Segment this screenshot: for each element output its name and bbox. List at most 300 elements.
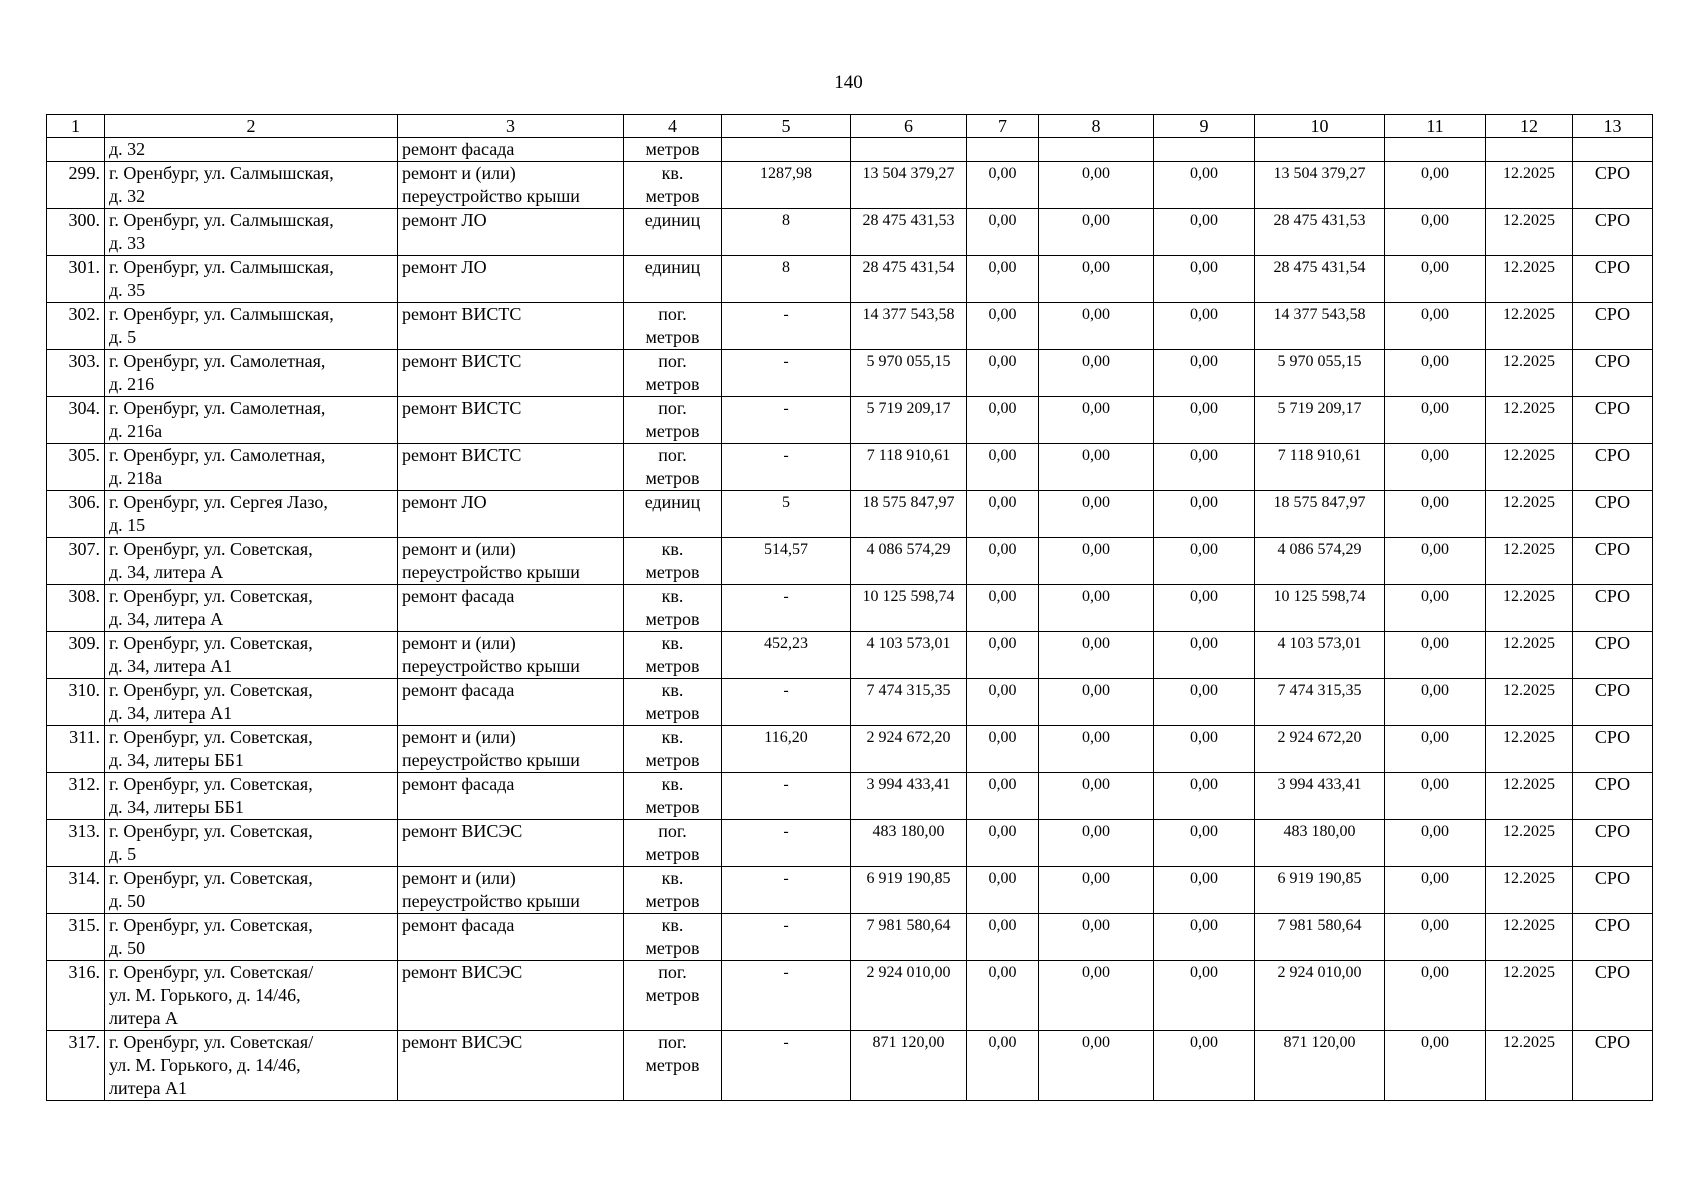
cell-col-11 (1385, 138, 1486, 162)
cell-col-7: 0,00 (967, 961, 1039, 1031)
cell-unit-line: метров (645, 186, 700, 206)
cell-work-type (398, 726, 624, 773)
cell-quantity: 514,57 (722, 538, 851, 585)
cell-address (105, 961, 398, 1031)
cell-deadline: 12.2025 (1486, 162, 1573, 209)
column-header-4: 4 (624, 115, 722, 138)
column-header-1: 1 (47, 115, 105, 138)
cell-unit-line: пог. (658, 962, 687, 982)
cell-col-7: 0,00 (967, 256, 1039, 303)
cell-address-line: д. 33 (109, 233, 146, 253)
cell-executor: СРО (1573, 632, 1653, 679)
table-row (47, 256, 1653, 303)
cell-total-cost: 483 180,00 (851, 820, 967, 867)
cell-deadline: 12.2025 (1486, 1031, 1573, 1101)
cell-row-number: 302. (47, 303, 105, 350)
cell-address (105, 632, 398, 679)
cell-unit-line: кв. (661, 539, 684, 559)
cell-col-11: 0,00 (1385, 820, 1486, 867)
cell-total-cost: 5 970 055,15 (851, 350, 967, 397)
cell-col-11: 0,00 (1385, 585, 1486, 632)
cell-col-10: 13 504 379,27 (1255, 162, 1385, 209)
cell-address-line: д. 50 (109, 938, 146, 958)
cell-executor: СРО (1573, 538, 1653, 585)
cell-address-line: г. Оренбург, ул. Самолетная, (109, 398, 326, 418)
cell-quantity: - (722, 350, 851, 397)
cell-address-line: д. 216а (109, 421, 163, 441)
cell-work-type (398, 1031, 624, 1101)
cell-address-line: г. Оренбург, ул. Салмышская, (109, 304, 334, 324)
cell-row-number: 317. (47, 1031, 105, 1101)
cell-col-7: 0,00 (967, 773, 1039, 820)
cell-address-line: д. 34, литеры ББ1 (109, 797, 244, 817)
cell-executor: СРО (1573, 1031, 1653, 1101)
table-row (47, 303, 1653, 350)
cell-unit-line: кв. (661, 586, 684, 606)
cell-address (105, 491, 398, 538)
cell-col-13 (1573, 138, 1653, 162)
cell-unit-line: метров (645, 1055, 700, 1075)
cell-deadline: 12.2025 (1486, 491, 1573, 538)
column-header-13: 13 (1573, 115, 1653, 138)
cell-address-line: д. 216 (109, 374, 155, 394)
cell-work-type (398, 350, 624, 397)
cell-unit-line: единиц (644, 257, 701, 277)
cell-unit (624, 491, 722, 538)
cell-executor: СРО (1573, 867, 1653, 914)
cell-col-8: 0,00 (1039, 303, 1154, 350)
cell-work-type (398, 303, 624, 350)
cell-total-cost: 3 994 433,41 (851, 773, 967, 820)
cell-work-type-line: переустройство крыши (402, 656, 580, 676)
cell-address (105, 726, 398, 773)
cell-col-7: 0,00 (967, 867, 1039, 914)
cell-col-10: 5 719 209,17 (1255, 397, 1385, 444)
table-row (47, 585, 1653, 632)
cell-address-line: д. 35 (109, 280, 146, 300)
cell-work-type-line: ремонт ЛО (402, 257, 487, 277)
cell-col-8: 0,00 (1039, 256, 1154, 303)
column-header-9: 9 (1154, 115, 1255, 138)
cell-col-11: 0,00 (1385, 726, 1486, 773)
cell-address-line: г. Оренбург, ул. Самолетная, (109, 445, 326, 465)
cell-total-cost: 7 981 580,64 (851, 914, 967, 961)
cell-work-type (398, 914, 624, 961)
cell-col-10: 6 919 190,85 (1255, 867, 1385, 914)
cell-address-line: г. Оренбург, ул. Салмышская, (109, 257, 334, 277)
cell-work-type-line: ремонт ВИСЭС (402, 821, 523, 841)
table-row (47, 773, 1653, 820)
cell-row-number: 309. (47, 632, 105, 679)
cell-row-number: 308. (47, 585, 105, 632)
cell-col-8: 0,00 (1039, 679, 1154, 726)
cell-total-cost: 14 377 543,58 (851, 303, 967, 350)
cell-unit (624, 773, 722, 820)
cell-unit (624, 209, 722, 256)
cell-unit-line: кв. (661, 774, 684, 794)
cell-work-type-line: ремонт и (или) (402, 727, 516, 747)
cell-total-cost: 6 919 190,85 (851, 867, 967, 914)
cell-work-type-line: ремонт фасада (402, 915, 515, 935)
cell-unit-line: единиц (644, 210, 701, 230)
cell-work-type (398, 491, 624, 538)
cell-col-6 (851, 138, 967, 162)
cell-quantity: 1287,98 (722, 162, 851, 209)
cell-work-type-line: ремонт фасада (402, 680, 515, 700)
table-row (47, 867, 1653, 914)
cell-unit (624, 538, 722, 585)
cell-unit-line: пог. (658, 304, 687, 324)
cell-address (105, 397, 398, 444)
table-row (47, 726, 1653, 773)
cell-col-7: 0,00 (967, 585, 1039, 632)
repair-program-table (46, 114, 1653, 1101)
cell-address-line: д. 34, литера А (109, 609, 224, 629)
cell-total-cost: 871 120,00 (851, 1031, 967, 1101)
cell-address-line: д. 5 (109, 327, 137, 347)
cell-quantity: - (722, 961, 851, 1031)
cell-address-line: д. 218а (109, 468, 163, 488)
cell-unit (624, 397, 722, 444)
cell-col-10: 2 924 672,20 (1255, 726, 1385, 773)
cell-total-cost: 2 924 672,20 (851, 726, 967, 773)
cell-col-10: 871 120,00 (1255, 1031, 1385, 1101)
cell-deadline: 12.2025 (1486, 961, 1573, 1031)
cell-col-10: 2 924 010,00 (1255, 961, 1385, 1031)
cell-col-8: 0,00 (1039, 914, 1154, 961)
cell-work-type-line: ремонт фасада (402, 586, 515, 606)
cell-address-line: литера А1 (109, 1078, 187, 1098)
cell-total-cost: 4 086 574,29 (851, 538, 967, 585)
cell-work-type (398, 444, 624, 491)
table-row (47, 632, 1653, 679)
cell-executor: СРО (1573, 303, 1653, 350)
cell-work-type-line: ремонт ВИСТС (402, 445, 522, 465)
cell-deadline: 12.2025 (1486, 867, 1573, 914)
cell-unit (624, 256, 722, 303)
cell-work-type-line: ремонт и (или) (402, 539, 516, 559)
cell-total-cost: 28 475 431,54 (851, 256, 967, 303)
table-row (47, 209, 1653, 256)
cell-row-number: 310. (47, 679, 105, 726)
cell-quantity: 116,20 (722, 726, 851, 773)
cell-deadline: 12.2025 (1486, 585, 1573, 632)
cell-col-9: 0,00 (1154, 867, 1255, 914)
cell-col-9 (1154, 138, 1255, 162)
cell-address: д. 32 (105, 138, 398, 162)
cell-row-number: 305. (47, 444, 105, 491)
cell-address-line: д. 15 (109, 515, 146, 535)
cell-quantity: 452,23 (722, 632, 851, 679)
cell-address (105, 914, 398, 961)
cell-deadline: 12.2025 (1486, 632, 1573, 679)
cell-quantity: - (722, 867, 851, 914)
cell-col-7: 0,00 (967, 1031, 1039, 1101)
cell-row-number: 301. (47, 256, 105, 303)
cell-row-number: 303. (47, 350, 105, 397)
cell-col-7: 0,00 (967, 726, 1039, 773)
table-row (47, 679, 1653, 726)
cell-col-7 (967, 138, 1039, 162)
cell-col-8: 0,00 (1039, 397, 1154, 444)
cell-address (105, 256, 398, 303)
cell-row-number: 316. (47, 961, 105, 1031)
page-number: 140 (834, 72, 863, 93)
cell-address-line: г. Оренбург, ул. Советская, (109, 539, 313, 559)
cell-work-type (398, 867, 624, 914)
cell-deadline: 12.2025 (1486, 350, 1573, 397)
cell-deadline: 12.2025 (1486, 538, 1573, 585)
cell-col-8: 0,00 (1039, 867, 1154, 914)
cell-col-11: 0,00 (1385, 679, 1486, 726)
column-header-7: 7 (967, 115, 1039, 138)
cell-unit: метров (624, 138, 722, 162)
cell-quantity: - (722, 585, 851, 632)
cell-total-cost: 18 575 847,97 (851, 491, 967, 538)
cell-unit (624, 679, 722, 726)
cell-col-11: 0,00 (1385, 256, 1486, 303)
cell-address-line: г. Оренбург, ул. Советская, (109, 868, 313, 888)
cell-unit-line: метров (645, 703, 700, 723)
cell-row-number: 315. (47, 914, 105, 961)
cell-col-7: 0,00 (967, 820, 1039, 867)
cell-unit-line: метров (645, 797, 700, 817)
cell-work-type-line: ремонт ЛО (402, 492, 487, 512)
cell-deadline: 12.2025 (1486, 914, 1573, 961)
cell-col-8: 0,00 (1039, 726, 1154, 773)
cell-col-9: 0,00 (1154, 444, 1255, 491)
cell-work-type-line: переустройство крыши (402, 750, 580, 770)
cell-row-number: 306. (47, 491, 105, 538)
cell-unit-line: метров (645, 750, 700, 770)
cell-address-line: ул. М. Горького, д. 14/46, (109, 1055, 301, 1075)
cell-unit-line: метров (645, 374, 700, 394)
cell-address-line: г. Оренбург, ул. Советская, (109, 680, 313, 700)
cell-unit-line: метров (645, 891, 700, 911)
cell-col-10: 7 474 315,35 (1255, 679, 1385, 726)
cell-col-8: 0,00 (1039, 632, 1154, 679)
table-row (47, 491, 1653, 538)
cell-work-type (398, 397, 624, 444)
cell-row-number: 300. (47, 209, 105, 256)
cell-col-7: 0,00 (967, 444, 1039, 491)
cell-address-line: д. 34, литера А (109, 562, 224, 582)
cell-col-9: 0,00 (1154, 820, 1255, 867)
cell-unit-line: кв. (661, 680, 684, 700)
cell-deadline: 12.2025 (1486, 397, 1573, 444)
cell-address (105, 209, 398, 256)
cell-col-9: 0,00 (1154, 538, 1255, 585)
cell-work-type (398, 961, 624, 1031)
cell-total-cost: 10 125 598,74 (851, 585, 967, 632)
column-header-5: 5 (722, 115, 851, 138)
cell-row-number: 299. (47, 162, 105, 209)
cell-work-type (398, 256, 624, 303)
table-row (47, 1031, 1653, 1101)
cell-deadline: 12.2025 (1486, 773, 1573, 820)
cell-executor: СРО (1573, 961, 1653, 1031)
cell-unit (624, 444, 722, 491)
cell-col-11: 0,00 (1385, 209, 1486, 256)
cell-unit-line: пог. (658, 445, 687, 465)
cell-work-type-line: переустройство крыши (402, 891, 580, 911)
cell-col-7: 0,00 (967, 303, 1039, 350)
cell-total-cost: 4 103 573,01 (851, 632, 967, 679)
cell-col-9: 0,00 (1154, 162, 1255, 209)
cell-row-number: 307. (47, 538, 105, 585)
cell-col-7: 0,00 (967, 679, 1039, 726)
cell-col-10: 18 575 847,97 (1255, 491, 1385, 538)
cell-deadline: 12.2025 (1486, 679, 1573, 726)
cell-unit-line: кв. (661, 163, 684, 183)
cell-address-line: литера А (109, 1008, 178, 1028)
cell-col-9: 0,00 (1154, 773, 1255, 820)
cell-deadline: 12.2025 (1486, 209, 1573, 256)
cell-unit-line: кв. (661, 727, 684, 747)
cell-executor: СРО (1573, 491, 1653, 538)
cell-row-number: 304. (47, 397, 105, 444)
cell-unit-line: пог. (658, 1032, 687, 1052)
cell-col-10: 28 475 431,53 (1255, 209, 1385, 256)
cell-col-8: 0,00 (1039, 585, 1154, 632)
cell-col-11: 0,00 (1385, 867, 1486, 914)
cell-col-8: 0,00 (1039, 444, 1154, 491)
column-header-6: 6 (851, 115, 967, 138)
column-header-2: 2 (105, 115, 398, 138)
column-header-12: 12 (1486, 115, 1573, 138)
cell-col-7: 0,00 (967, 491, 1039, 538)
cell-quantity: - (722, 444, 851, 491)
cell-work-type-line: ремонт и (или) (402, 868, 516, 888)
cell-unit-line: метров (645, 844, 700, 864)
cell-address-line: г. Оренбург, ул. Советская, (109, 774, 313, 794)
cell-unit-line: пог. (658, 351, 687, 371)
cell-work-type (398, 632, 624, 679)
cell-address-line: г. Оренбург, ул. Салмышская, (109, 163, 334, 183)
cell-unit (624, 162, 722, 209)
cell-deadline: 12.2025 (1486, 256, 1573, 303)
cell-work-type: ремонт фасада (398, 138, 624, 162)
cell-col-11: 0,00 (1385, 538, 1486, 585)
cell-col-11: 0,00 (1385, 773, 1486, 820)
cell-col-11: 0,00 (1385, 444, 1486, 491)
cell-col-9: 0,00 (1154, 350, 1255, 397)
cell-unit (624, 820, 722, 867)
cell-total-cost: 28 475 431,53 (851, 209, 967, 256)
cell-executor: СРО (1573, 820, 1653, 867)
cell-address-line: ул. М. Горького, д. 14/46, (109, 985, 301, 1005)
column-number-row (47, 115, 1653, 138)
cell-executor: СРО (1573, 585, 1653, 632)
cell-executor: СРО (1573, 679, 1653, 726)
cell-col-7: 0,00 (967, 538, 1039, 585)
cell-col-8: 0,00 (1039, 1031, 1154, 1101)
table-row (47, 961, 1653, 1031)
cell-row-number: 313. (47, 820, 105, 867)
cell-work-type (398, 585, 624, 632)
cell-address-line: г. Оренбург, ул. Советская, (109, 586, 313, 606)
cell-col-10: 7 118 910,61 (1255, 444, 1385, 491)
cell-col-11: 0,00 (1385, 491, 1486, 538)
cell-address (105, 538, 398, 585)
cell-address-line: г. Оренбург, ул. Самолетная, (109, 351, 326, 371)
cell-address (105, 303, 398, 350)
cell-work-type-line: ремонт ВИСЭС (402, 962, 523, 982)
cell-executor: СРО (1573, 209, 1653, 256)
cell-col-8 (1039, 138, 1154, 162)
cell-total-cost: 5 719 209,17 (851, 397, 967, 444)
cell-col-8: 0,00 (1039, 538, 1154, 585)
cell-address-line: г. Оренбург, ул. Советская/ (109, 1032, 314, 1052)
cell-col-11: 0,00 (1385, 914, 1486, 961)
column-header-3: 3 (398, 115, 624, 138)
cell-col-11: 0,00 (1385, 632, 1486, 679)
cell-unit-line: кв. (661, 868, 684, 888)
cell-address-line: д. 32 (109, 186, 146, 206)
cell-col-10: 483 180,00 (1255, 820, 1385, 867)
cell-row-number: 312. (47, 773, 105, 820)
cell-work-type (398, 209, 624, 256)
cell-address (105, 867, 398, 914)
cell-unit-line: кв. (661, 915, 684, 935)
cell-deadline: 12.2025 (1486, 444, 1573, 491)
cell-col-8: 0,00 (1039, 820, 1154, 867)
cell-col-11: 0,00 (1385, 1031, 1486, 1101)
cell-deadline: 12.2025 (1486, 303, 1573, 350)
cell-executor: СРО (1573, 726, 1653, 773)
cell-work-type-line: ремонт ЛО (402, 210, 487, 230)
cell-work-type-line: ремонт и (или) (402, 633, 516, 653)
cell-executor: СРО (1573, 350, 1653, 397)
cell-work-type-line: ремонт ВИСТС (402, 304, 522, 324)
continuation-row (47, 138, 1653, 162)
cell-address-line: д. 5 (109, 844, 137, 864)
cell-address (105, 679, 398, 726)
cell-unit-line: метров (645, 562, 700, 582)
cell-col-9: 0,00 (1154, 726, 1255, 773)
cell-address-line: д. 50 (109, 891, 146, 911)
cell-col-9: 0,00 (1154, 209, 1255, 256)
table-row (47, 350, 1653, 397)
cell-unit (624, 1031, 722, 1101)
cell-executor: СРО (1573, 444, 1653, 491)
cell-address-line: д. 34, литеры ББ1 (109, 750, 244, 770)
cell-quantity: 5 (722, 491, 851, 538)
cell-total-cost: 13 504 379,27 (851, 162, 967, 209)
cell-unit-line: кв. (661, 633, 684, 653)
cell-unit (624, 726, 722, 773)
cell-work-type-line: переустройство крыши (402, 562, 580, 582)
cell-total-cost: 7 474 315,35 (851, 679, 967, 726)
table-row (47, 820, 1653, 867)
cell-col-9: 0,00 (1154, 679, 1255, 726)
cell-executor: СРО (1573, 914, 1653, 961)
cell-work-type-line: ремонт фасада (402, 774, 515, 794)
cell-unit-line: метров (645, 656, 700, 676)
cell-col-9: 0,00 (1154, 632, 1255, 679)
cell-col-8: 0,00 (1039, 209, 1154, 256)
cell-unit-line: метров (645, 421, 700, 441)
cell-unit (624, 303, 722, 350)
cell-col-7: 0,00 (967, 914, 1039, 961)
cell-col-10: 4 103 573,01 (1255, 632, 1385, 679)
table-row (47, 397, 1653, 444)
column-header-8: 8 (1039, 115, 1154, 138)
cell-address (105, 773, 398, 820)
cell-work-type (398, 162, 624, 209)
cell-total-cost: 7 118 910,61 (851, 444, 967, 491)
cell-work-type-line: ремонт ВИСЭС (402, 1032, 523, 1052)
